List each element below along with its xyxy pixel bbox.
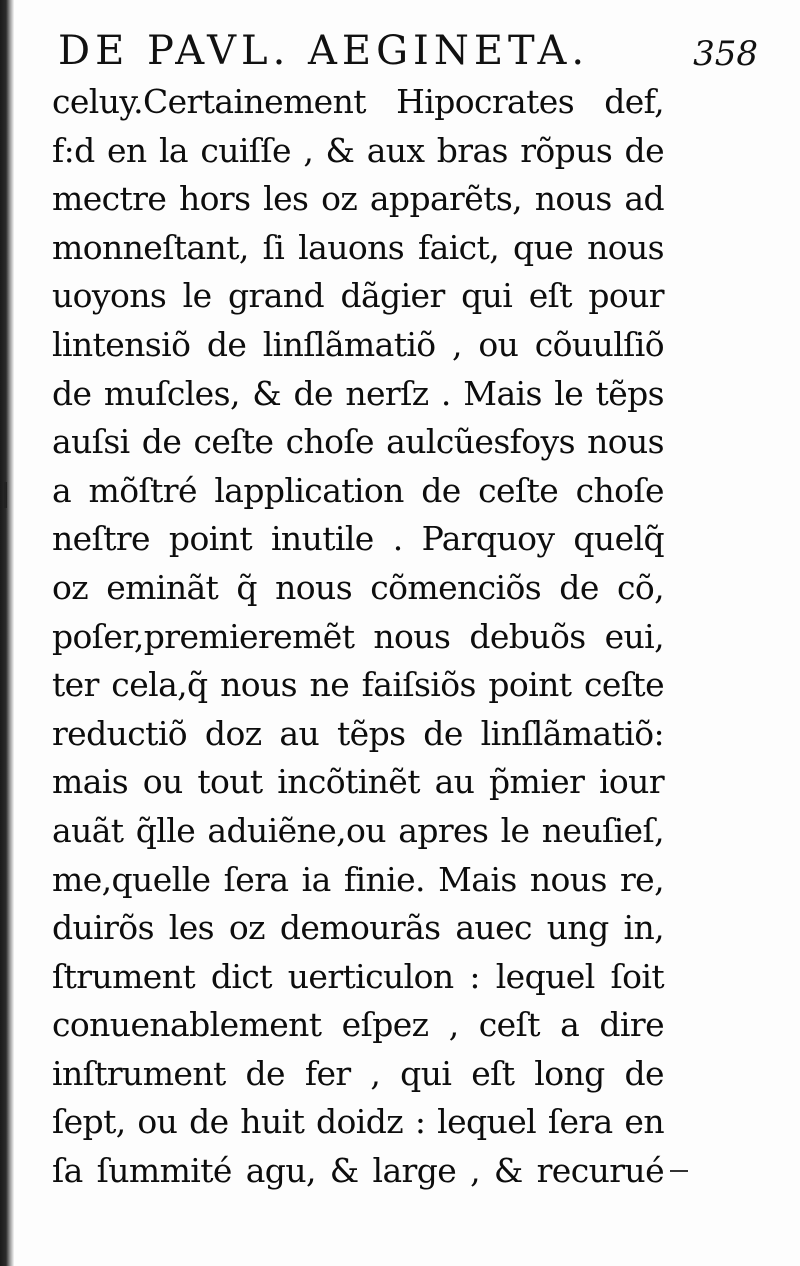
text-line: a mõſtré lapplication de ceſte choſe: [52, 470, 664, 510]
text-line: neſtre point inutile . Parquoy quelq̃: [52, 519, 664, 559]
text-line: uoyons le grand dãgier qui eſt pour: [52, 276, 664, 316]
text-line: mectre hors les oz apparẽts, nous ad: [52, 179, 664, 219]
text-line: f:d en la cuiſſe , & aux bras rõpus de: [52, 130, 664, 170]
text-line: lintensiõ de linſlãmatiõ , ou cõuulſiõ: [52, 324, 664, 364]
text-line: monneſtant, ſi lauons faict, que nous: [52, 227, 664, 267]
text-line: oz eminãt q̃ nous cõmenciõs de cõ,: [52, 567, 664, 607]
text-line: mais ou tout incõtinẽt au p̃mier iour: [52, 762, 664, 802]
text-line: poſer,premieremẽt nous debuõs eui,: [52, 616, 664, 656]
running-head: DE PAVL. AEGINETA.: [58, 28, 590, 74]
text-line: celuy.Certainement Hipocrates def,: [52, 82, 664, 121]
text-line: reductiõ doz au tẽps de linſlãmatiõ:: [52, 713, 664, 753]
text-line: de muſcles, & de nerſz . Mais le tẽps: [52, 373, 664, 413]
page-header: [58, 28, 758, 78]
page-binding-edge: [0, 0, 14, 1266]
text-line: duirõs les oz demourãs auec ung in,: [52, 908, 664, 948]
text-line: me,quelle ſera ia finie. Mais nous re,: [52, 859, 664, 899]
margin-tick: [670, 1170, 688, 1172]
text-line: ſept, ou de huit doidz : lequel ſera en: [52, 1102, 664, 1142]
margin-mark: [4, 482, 7, 508]
text-line: ſtrument dict uerticulon : lequel ſoit: [52, 956, 664, 996]
text-line: auãt q̃lle aduiẽne,ou apres le neuſieſ,: [52, 810, 664, 850]
text-line: auſsi de ceſte choſe aulcũesfoys nous: [52, 422, 664, 462]
body-text: [52, 78, 664, 1196]
text-line: ter cela,q̃ nous ne faiſsiõs point ceſte: [52, 665, 664, 705]
text-line: ſa ſummité agu, & large , & recurué: [52, 1151, 664, 1191]
text-line: conuenablement eſpez , ceſt a dire: [52, 1005, 664, 1045]
page-number: 358: [693, 34, 758, 74]
text-line: inſtrument de fer , qui eſt long de: [52, 1053, 664, 1093]
